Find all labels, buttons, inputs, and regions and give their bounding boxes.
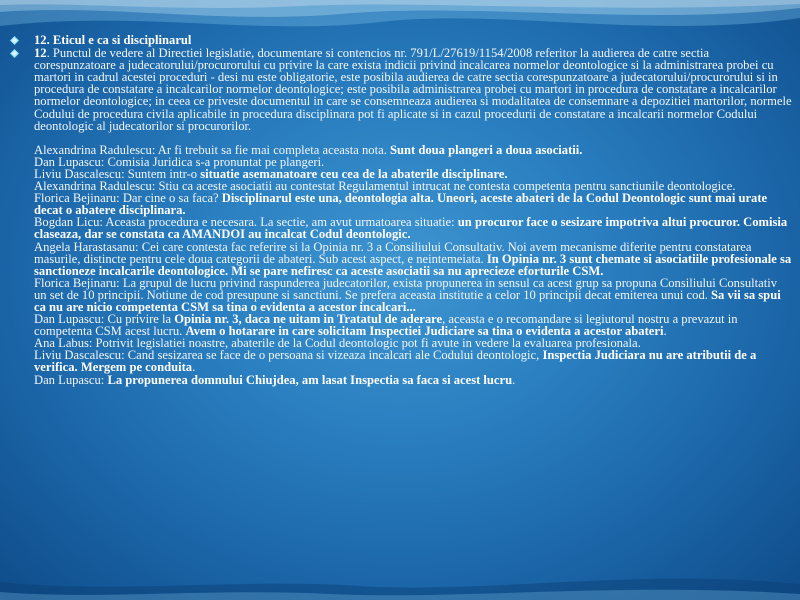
dialogue-text: , aceasta e o recomandare si legiutorul nostru a prevazut in competenta CSM acest lucru.: [34, 312, 738, 339]
dialogue-line: [34, 374, 792, 386]
dialogue-emphasis: In Opinia nr. 3 sunt chemate si asociatiile profesionale sa sanctioneze incalcarile deontologice. Mi se pare nefiresc ca aceste asociatii sa nu aprecieze eforturile CSM.: [34, 251, 792, 278]
dialogue-line: [34, 277, 792, 313]
dialogue-line: [34, 216, 792, 240]
dialogue-emphasis: Disciplinarul este una, deontologia alta. Uneori, aceste abateri de la Codul Deontologic sunt mai urate decat o abatere disciplinara.: [34, 191, 768, 218]
dialogue-emphasis: La propunerea domnului Chiujdea, am lasat Inspectia sa faca si acest lucru: [107, 372, 513, 387]
dialogue-emphasis: Opinia nr. 3, daca ne uitam in Tratatul de aderare: [174, 312, 443, 327]
diamond-bullet-icon: [10, 36, 19, 45]
dialogue-line: [34, 241, 792, 277]
dialogue-text: Alexandrina Radulescu: Ar fi trebuit sa fie mai completa aceasta nota.: [34, 142, 390, 157]
dialogue-text: Liviu Dascalescu: Cand sesizarea se face de o persoana si vizeaza incalcari ale Codului deontologic,: [34, 348, 543, 363]
dialogue-text: Florica Bejinaru: La grupul de lucru privind raspunderea judecatorilor, exista propunerea in sensul ca acest grup sa propuna Consiliului Consultativ un set de 10 principii. Notiune de cod presupune si sanctiuni. Se prefera aceasta institutie a celor 10 principii decat emiterea unui cod.: [34, 275, 778, 302]
bullet-paragraph: . Punctul de vedere al Directiei legislatie, documentare si contencios nr. 791/L/27619/1154/2008 referitor la audierea de catre sectia corespunzatoare a judecatorului/procurorului cu privire la care exista indicii privind incalcarea normelor deontologice si la administrarea probei cu martori in cadrul acestei proceduri - desi nu este obligatorie, este posibila audierea de catre sectia corespunzatoare a judecatorului/procurorului si in procedura de constatare a incalcarilor normelor deontologice; este posibila administrarea probei cu martori in procedura de constatare a incalcarilor normelor deontologice; in ceea ce priveste documentul in care se consemneaza audierea si modalitatea de consemnare a depozitiei martorilor, normele Codului de procedura civila aplicabile in procedura disciplinara pot fi aplicate si in cazul procedurii de constatare a incalcarii normelor Codului deontologic al judecatorilor si procurorilor.: [34, 46, 792, 133]
dialogue-emphasis: Sa vii sa spui ca nu are nicio competenta CSM sa tina o evidenta a acestor incalcari...: [34, 287, 781, 314]
dialogue-text: .: [663, 324, 667, 339]
dialogue-text: Dan Lupascu: Cu privire la: [34, 312, 175, 327]
bullet-item: [8, 34, 792, 46]
dialogue-line: [34, 192, 792, 216]
dialogue-text: Angela Harastasanu: Cei care contesta fac referire si la Opinia nr. 3 a Consiliului Consultativ. Noi avem mecanisme diferite pentru constatarea masurile, distincte pentru cele doua categorii de abateri. Sub acest aspect, e neintemeiata.: [34, 239, 752, 266]
bullet-heading: 12. Eticul e ca si disciplinarul: [34, 33, 192, 47]
dialogue-text: Ana Labus: Potrivit legislatiei noastre, abaterile de la Codul deontologic pot fi avute in vedere la evaluarea profesionala.: [34, 336, 641, 351]
dialogue-emphasis: situatie asemanatoare ceu cea de la abaterile disciplinare.: [200, 166, 508, 181]
dialogue-text: Dan Lupascu:: [34, 372, 108, 387]
dialogue-block: [8, 144, 792, 386]
dialogue-emphasis: Avem o hotarare in care solicitam Inspectiei Judiciare sa tina o evidenta a acestor abateri: [185, 324, 664, 339]
dialogue-text: Liviu Dascalescu: Suntem intr-o: [34, 166, 201, 181]
dialogue-emphasis: Sunt doua plangeri a doua asociatii.: [390, 142, 583, 157]
dialogue-emphasis: Inspectia Judiciara nu are atributii de a verifica. Mergem pe conduita: [34, 348, 757, 375]
bullet-item: [8, 47, 792, 132]
slide-body: [8, 34, 792, 386]
dialogue-line: [34, 313, 792, 337]
dialogue-text: Bogdan Licu: Aceasta procedura e necesara. La sectie, am avut urmatoarea situatie:: [34, 215, 458, 230]
footer-wave-decoration: [0, 560, 800, 600]
dialogue-emphasis: un procuror face o sesizare impotriva altui procuror. Comisia claseaza, dar se constata ca AMANDOI au incalcat Codul deontologic.: [34, 215, 788, 242]
bullet-number: 12: [34, 46, 47, 61]
dialogue-text: .: [512, 372, 516, 387]
dialogue-text: Dan Lupascu: Comisia Juridica s-a pronuntat pe plangeri.: [34, 154, 325, 169]
dialogue-line: [34, 349, 792, 373]
dialogue-text: .: [192, 360, 196, 375]
dialogue-text: Florica Bejinaru: Dar cine o sa faca?: [34, 191, 222, 206]
dialogue-text: Alexandrina Radulescu: Stiu ca aceste asociatii au contestat Regulamentul intrucat ne contesta competenta pentru sanctiunile deontologice.: [34, 179, 736, 194]
diamond-bullet-icon: [10, 49, 19, 58]
